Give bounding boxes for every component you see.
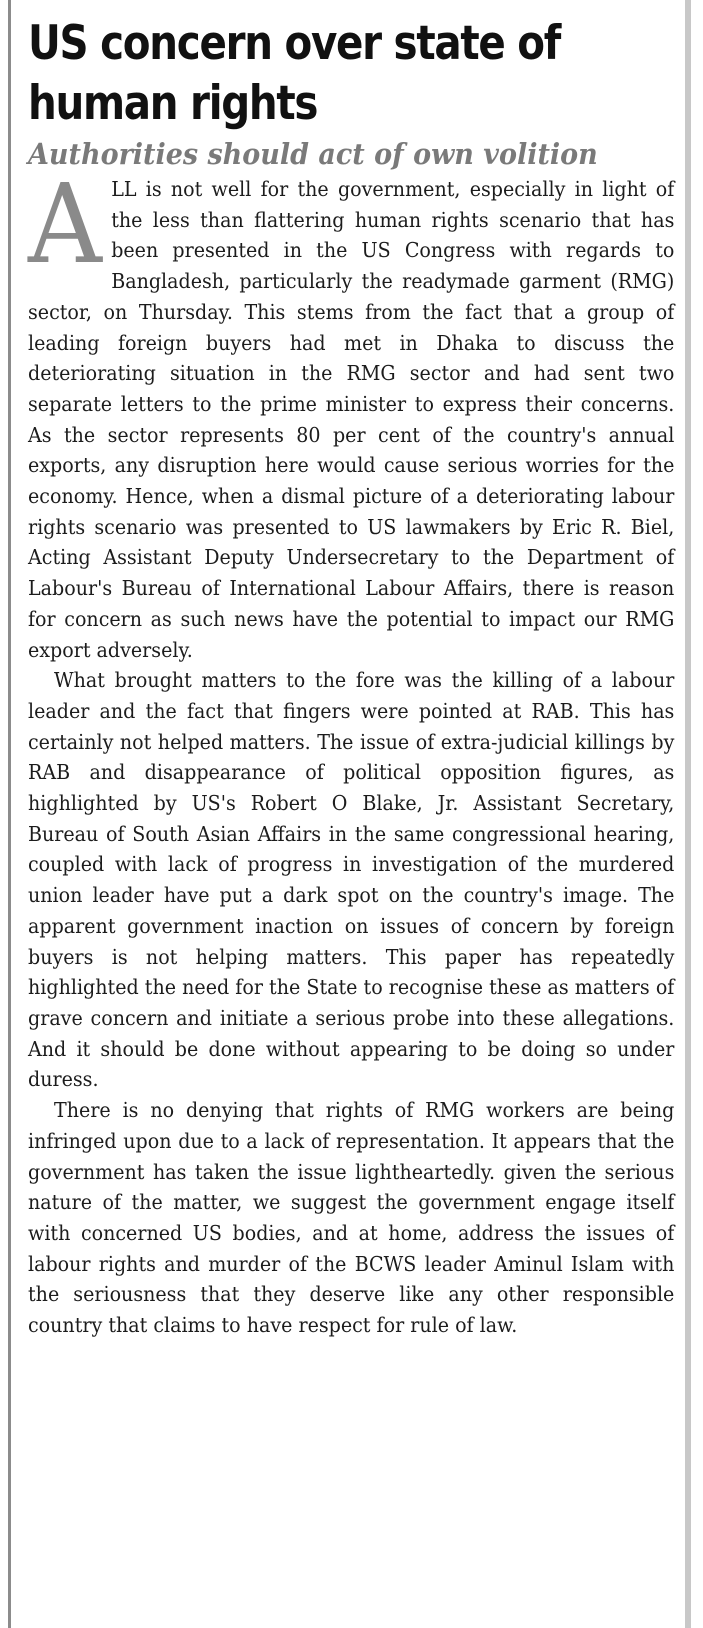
drop-cap: A [28,160,102,288]
left-column-rule [8,0,11,1628]
article-body [28,160,675,1341]
headline: US concern over state of human rights [28,16,561,131]
editorial-article [28,14,674,1341]
right-column-rule [685,0,691,1628]
paragraph-2: What brought matters to the fore was the killing of a labour leader and the fact that fingers were pointed at RAB. This has certainly not helped matters. The issue of extra-judicial killings by RAB and disappearance of political opposition figures, as highlighted by US's Robert O Blake, Jr. Assistant Secretary, Bureau of South Asian Affairs in the same congressional hearing, coupled with lack of progress in investigation of the murdered union leader have put a dark spot on the country's image. The apparent government inaction on issues of concern by foreign buyers is not helping matters. This paper has repeatedly highlighted the need for the State to recognise these as matters of grave concern and initiate a serious probe into these allegations. And it should be done without appearing to be doing so under duress. [28,668,675,1092]
paragraph-1 [28,160,675,665]
paragraph-3: There is no denying that rights of RMG workers are being infringed upon due to a lack of representation. It appears that the government has taken the issue lightheartedly. given the serious nature of the matter, we suggest the government engage itself with concerned US bodies, and at home, address the issues of labour rights and murder of the BCWS leader Aminul Islam with the seriousness that they deserve like any other responsible country that claims to have respect for rule of law. [28,1098,675,1338]
paragraph-1-text: LL is not well for the government, especially in light of the less than flattering human rights scenario that has been presented in the US Congress with regards to Bangladesh, particularly the readymade garment (RMG) sector, on Thursday. This stems from the fact that a group of leading foreign buyers had met in Dhaka to discuss the deteriorating situation in the RMG sector and had sent two separate letters to the prime minister to express their concerns. As the sector represents 80 per cent of the country's annual exports, any disruption here would cause serious worries for the economy. Hence, when a dismal picture of a deteriorating labour rights scenario was presented to US lawmakers by Eric R. Biel, Acting Assistant Deputy Undersecretary to the Department of Labour's Bureau of International Labour Affairs, there is reason for concern as such news have the potential to impact our RMG export adversely. [28,177,675,662]
kicker-subheadline: Authorities should act of own volition [28,137,598,171]
